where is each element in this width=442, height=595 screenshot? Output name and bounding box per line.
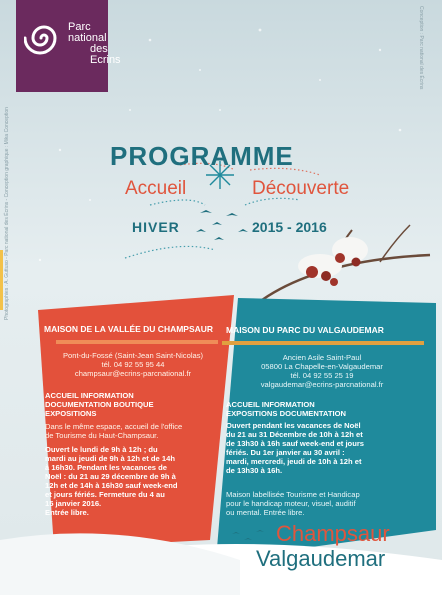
decouverte-label: Découverte — [252, 178, 350, 199]
accueil-label: Accueil — [125, 178, 187, 199]
hours-line: mardi, mercredi, jeudi de 10h à 12h et — [226, 457, 362, 466]
logo-line-2: des Ecrins — [90, 43, 121, 66]
email-link[interactable]: valgaudemar@ecrins-parcnational.fr — [260, 380, 384, 389]
photo-credits: Photographies : A. Guttuso - Parc national des Écrins - Conception graphique : Mika Conception — [4, 107, 10, 320]
footer-champsaur: Champsaur — [276, 521, 390, 546]
valgaudemar-title: MAISON DU PARC DU VALGAUDEMAR — [226, 325, 384, 335]
category-line: DOCUMENTATION BOUTIQUE — [45, 400, 154, 409]
hours-line: à 16h30. Pendant les vacances de — [45, 463, 167, 472]
valgaudemar-address — [222, 353, 422, 389]
description-line: de Tourisme du Haut-Champsaur. — [45, 431, 159, 440]
season-label: HIVER — [132, 219, 180, 235]
champsaur-address — [58, 351, 208, 378]
years-label: 2015 - 2016 — [252, 219, 327, 235]
hours-line: mardi au jeudi de 9h à 12h et de 14h — [45, 454, 175, 463]
valgaudemar-description — [226, 490, 422, 517]
champsaur-hours — [45, 445, 217, 517]
address-line: Ancien Asile Saint-Paul — [282, 353, 362, 362]
hours-line: Noël : du 21 au 29 décembre de 9h à — [45, 472, 176, 481]
hours-line: 12h et de 14h à 16h30 sauf week-end — [45, 481, 178, 490]
hours-line: de 13h30 à 16h. — [226, 466, 283, 475]
logo-line-1: Parc national — [68, 21, 107, 44]
category-line: ACCUEIL INFORMATION — [226, 400, 315, 409]
hours-line: Ouvert pendant les vacances de Noël — [226, 421, 361, 430]
hours-line: Entrée libre. — [45, 508, 89, 517]
hours-line: du 21 au 31 Décembre de 10h à 12h et — [226, 430, 363, 439]
page-title: PROGRAMME — [110, 141, 294, 171]
champsaur-description — [45, 422, 217, 440]
description-line: Dans le même espace, accueil de l'office — [45, 422, 183, 431]
footer-valgaudemar: Valgaudemar — [256, 546, 386, 571]
hours-line: fériés. Du 1er janvier au 30 avril : — [226, 448, 345, 457]
logo-text — [68, 22, 121, 66]
category-line: ACCUEIL INFORMATION — [45, 391, 134, 400]
phone-line: tél. 04 92 55 25 19 — [290, 371, 354, 380]
category-line: EXPOSITIONS — [45, 409, 97, 418]
hours-line: et jours fériés. Fermeture du 4 au — [45, 490, 165, 499]
address-line: 05800 La Chapelle-en-Valgaudemar — [261, 362, 383, 371]
spiral-logo-icon — [24, 16, 64, 60]
phone-line: tél. 04 92 55 95 44 — [101, 360, 165, 369]
description-line: ou mental. Entrée libre. — [226, 508, 305, 517]
valgaudemar-categories — [226, 400, 426, 418]
champsaur-categories — [45, 391, 217, 418]
description-line: pour le handicap moteur, visuel, auditif — [226, 499, 356, 508]
hours-line: 15 janvier 2016. — [45, 499, 102, 508]
champsaur-title: MAISON DE LA VALLÉE DU CHAMPSAUR — [44, 324, 214, 334]
design-credits: Conception : Parc national des Écrins — [418, 6, 424, 90]
address-line: Pont-du-Fossé (Saint-Jean Saint-Nicolas) — [62, 351, 204, 360]
valgaudemar-hours — [226, 421, 422, 475]
category-line: EXPOSITIONS DOCUMENTATION — [226, 409, 346, 418]
email-link[interactable]: champsaur@ecrins-parcnational.fr — [74, 369, 192, 378]
logo-panel — [16, 0, 121, 92]
hours-line: Ouvert le lundi de 9h à 12h ; du — [45, 445, 158, 454]
description-line: Maison labellisée Tourisme et Handicap — [226, 490, 360, 499]
hours-line: de 13h30 à 16h sauf week-end et jours — [226, 439, 365, 448]
